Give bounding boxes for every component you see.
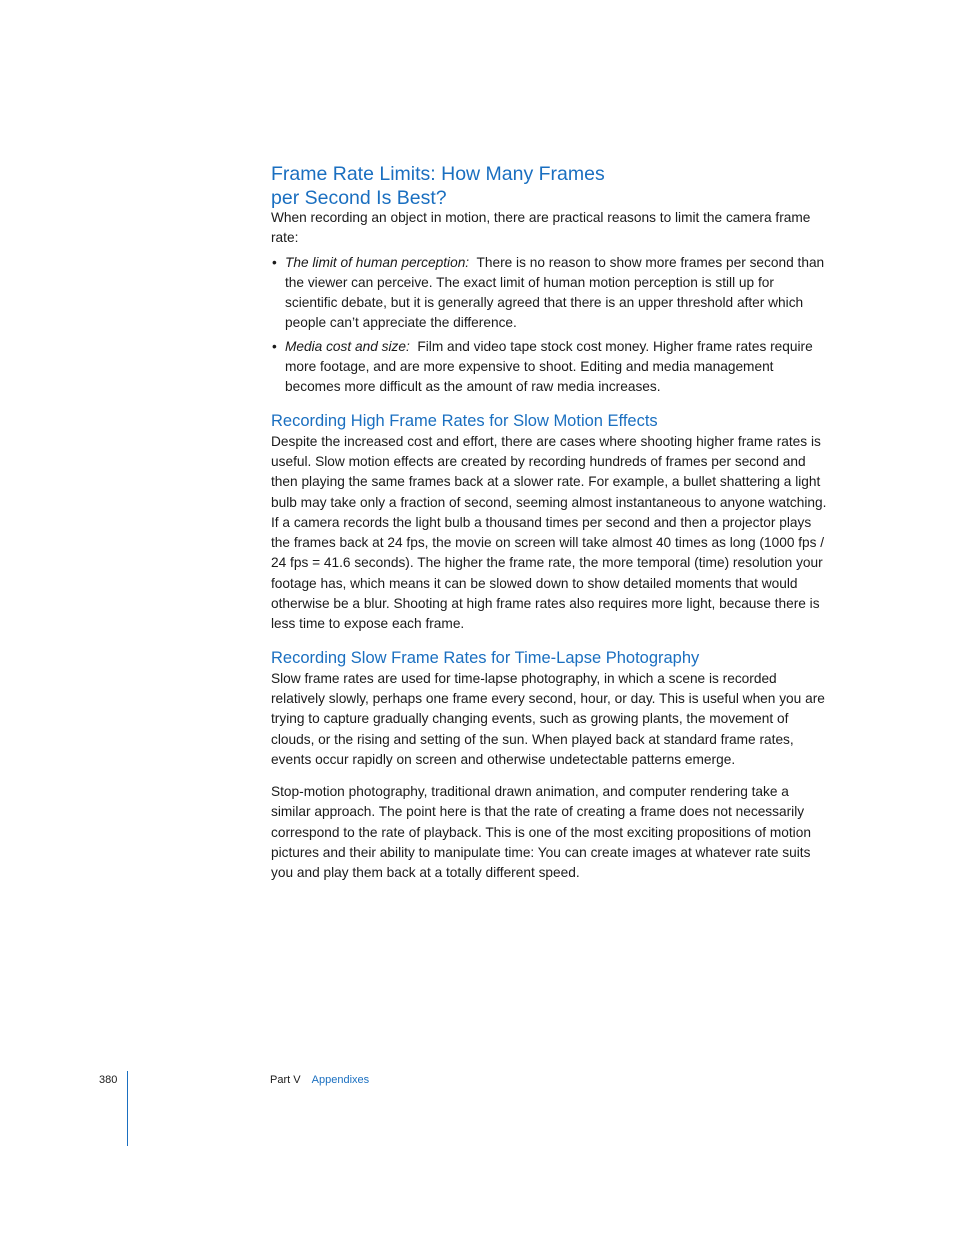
bullet-text: There is no reason to show more frames per second than the viewer can perceive. The exact limit of human motion perception is still up for scientific debate, but it is generally agreed that there is an upper threshold after which people can’t appreciate the difference. [285,254,825,331]
bullet-icon: • [272,254,277,270]
footer-chapter-link[interactable]: Appendixes [311,1074,370,1086]
page-title-line-1: Frame Rate Limits: How Many Frames [271,163,605,185]
section-heading-high-frame-rates: Recording High Frame Rates for Slow Motion Effects [271,411,658,430]
bullet-text: Film and video tape stock cost money. Higher frame rates require more footage, and are more expensive to shoot. Editing and media management becomes more difficult as the amount of raw media increases. [285,338,813,395]
section-heading-slow-frame-rates: Recording Slow Frame Rates for Time-Lapse Photography [271,648,700,667]
running-footer [270,1073,369,1087]
section-paragraph: Despite the increased cost and effort, there are cases where shooting higher frame rates is useful. Slow motion effects are created by recording hundreds of frames per second and then playing the same frames back at a slower rate. For example, a bullet shattering a light bulb may take only a fraction of second, seeming almost instantaneous to anyone watching. If a camera records the light bulb a thousand times per second and then a projector plays the frames back at 24 fps, the movie on screen will take almost 40 times as long (1000 fps / 24 fps = 41.6 seconds). The higher the frame rate, the more temporal (time) resolution your footage has, which means it can be slowed down to show detailed moments that would otherwise be a blur. Shooting at high frame rates also requires more light, because there is less time to expose each frame. [271,433,827,632]
footer-part-label: Part V [270,1074,301,1086]
section-paragraph: Stop-motion photography, traditional drawn animation, and computer rendering take a similar approach. The point here is that the rate of creating a frame does not necessarily correspond to the rate of playback. This is one of the most exciting propositions of motion pictures and their ability to manipulate time: You can create images at whatever rate suits you and play them back at a totally different speed. [271,784,811,881]
page-title-line-2: per Second Is Best? [271,187,447,209]
page-content [271,162,827,884]
section-paragraph: Slow frame rates are used for time-lapse photography, in which a scene is recorded relatively slowly, perhaps one frame every second, hour, or day. This is useful when you are trying to capture gradually changing events, such as growing plants, the movement of clouds, or the rising and setting of the sun. When played back at standard frame rates, events occur rapidly on screen and otherwise undetectable patterns emerge. [271,670,825,767]
page-title [271,162,827,210]
page-number: 380 [99,1074,118,1086]
footer-divider [127,1071,128,1146]
intro-paragraph: When recording an object in motion, there are practical reasons to limit the camera frame rate: [271,210,811,246]
list-item [271,337,827,398]
limits-list [271,253,827,398]
bullet-icon: • [272,338,277,354]
list-item [271,253,827,334]
bullet-term: The limit of human perception: [285,254,470,270]
bullet-term: Media cost and size: [285,338,410,354]
